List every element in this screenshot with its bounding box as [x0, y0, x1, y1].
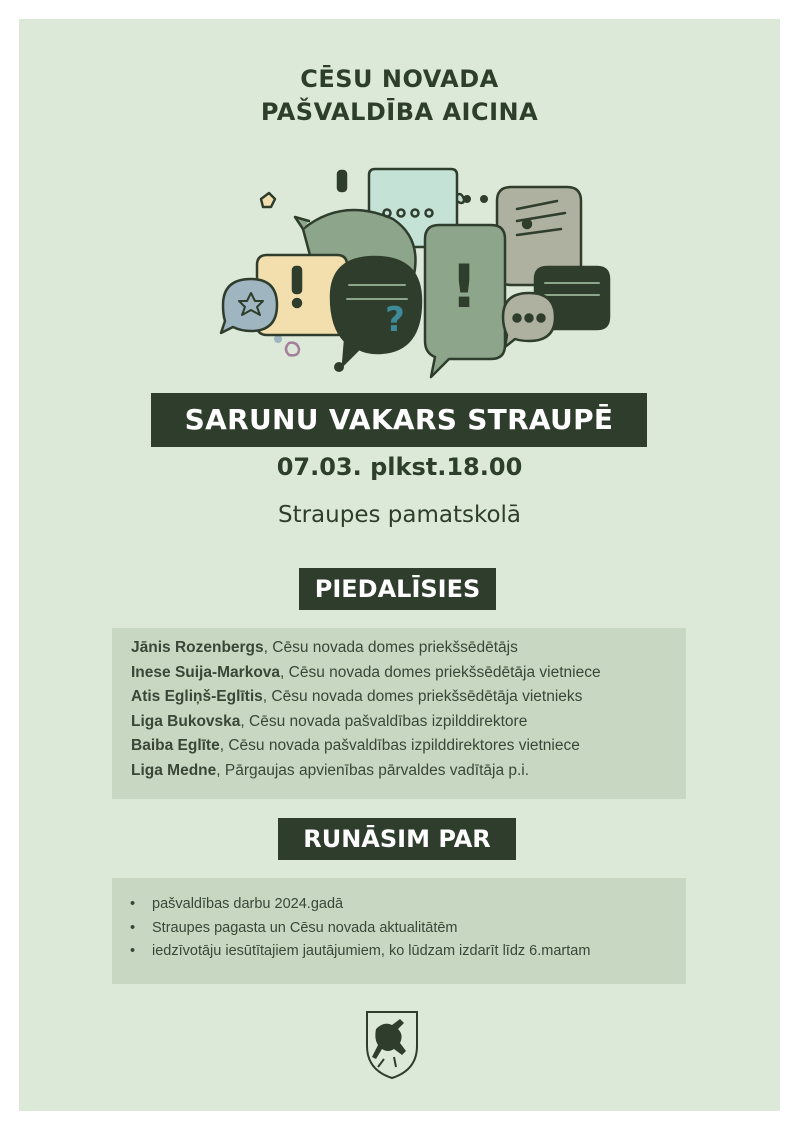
bullet: • [130, 919, 136, 936]
participant-role: , Cēsu novada domes priekšsēdētājs [263, 639, 518, 656]
organizer-line-2: PAŠVALDĪBA AICINA [260, 98, 539, 126]
organizer-line-1: CĒSU NOVADA [300, 65, 499, 93]
participant-role: , Cēsu novada pašvaldības izpilddirektore [240, 712, 528, 730]
participant-name: Baiba Eglīte [131, 737, 220, 754]
event-title: SARUNU VAKARS STRAUPĒ [151, 393, 647, 447]
list-item [130, 917, 686, 941]
participant-role: , Cēsu novada pašvaldības izpilddirektores vietniece [219, 737, 580, 754]
question-mark: ? [385, 300, 405, 340]
event-datetime: 07.03. plkst.18.00 [276, 453, 523, 481]
list-item [131, 636, 686, 661]
list-item [131, 759, 686, 784]
poster [19, 19, 780, 1111]
participant-role: , Pārgaujas apvienības pārvaldes vadītāja p.i. [216, 761, 530, 779]
bullet: • [130, 943, 136, 959]
participant-name: Inese Suija-Markova [131, 663, 281, 681]
participant-name: Liga Bukovska [131, 712, 241, 730]
participant-name: Atis Egliņš-Eglītis [131, 688, 263, 705]
list-item [131, 685, 686, 710]
participant-name: Jānis Rozenbergs [131, 639, 264, 656]
participants-heading: PIEDALĪSIES [299, 568, 496, 610]
list-item [131, 734, 686, 759]
participant-role: , Cēsu novada domes priekšsēdētāja vietniece [280, 663, 601, 681]
topic-text: iedzīvotāju iesūtītajiem jautājumiem, ko lūdzam izdarīt līdz 6.martam [152, 943, 591, 959]
participant-name: Liga Medne [131, 761, 217, 779]
exclamation-mark: ! [450, 252, 478, 322]
bullet: • [130, 896, 136, 912]
speech-bubbles-icon [199, 147, 619, 387]
list-item [130, 893, 686, 917]
list-item [131, 710, 686, 735]
participant-role: , Cēsu novada domes priekšsēdētāja vietnieks [262, 688, 583, 705]
coat-of-arms-icon [364, 1009, 420, 1081]
topic-text: Straupes pagasta un Cēsu novada aktualitātēm [152, 919, 458, 936]
participants-list [112, 628, 686, 799]
list-item [131, 661, 686, 686]
topics-heading: RUNĀSIM PAR [278, 818, 516, 860]
list-item [130, 940, 686, 964]
organizer-title [19, 63, 780, 129]
topic-text: pašvaldības darbu 2024.gadā [152, 896, 344, 912]
event-venue: Straupes pamatskolā [277, 502, 522, 528]
topics-list [112, 878, 686, 984]
